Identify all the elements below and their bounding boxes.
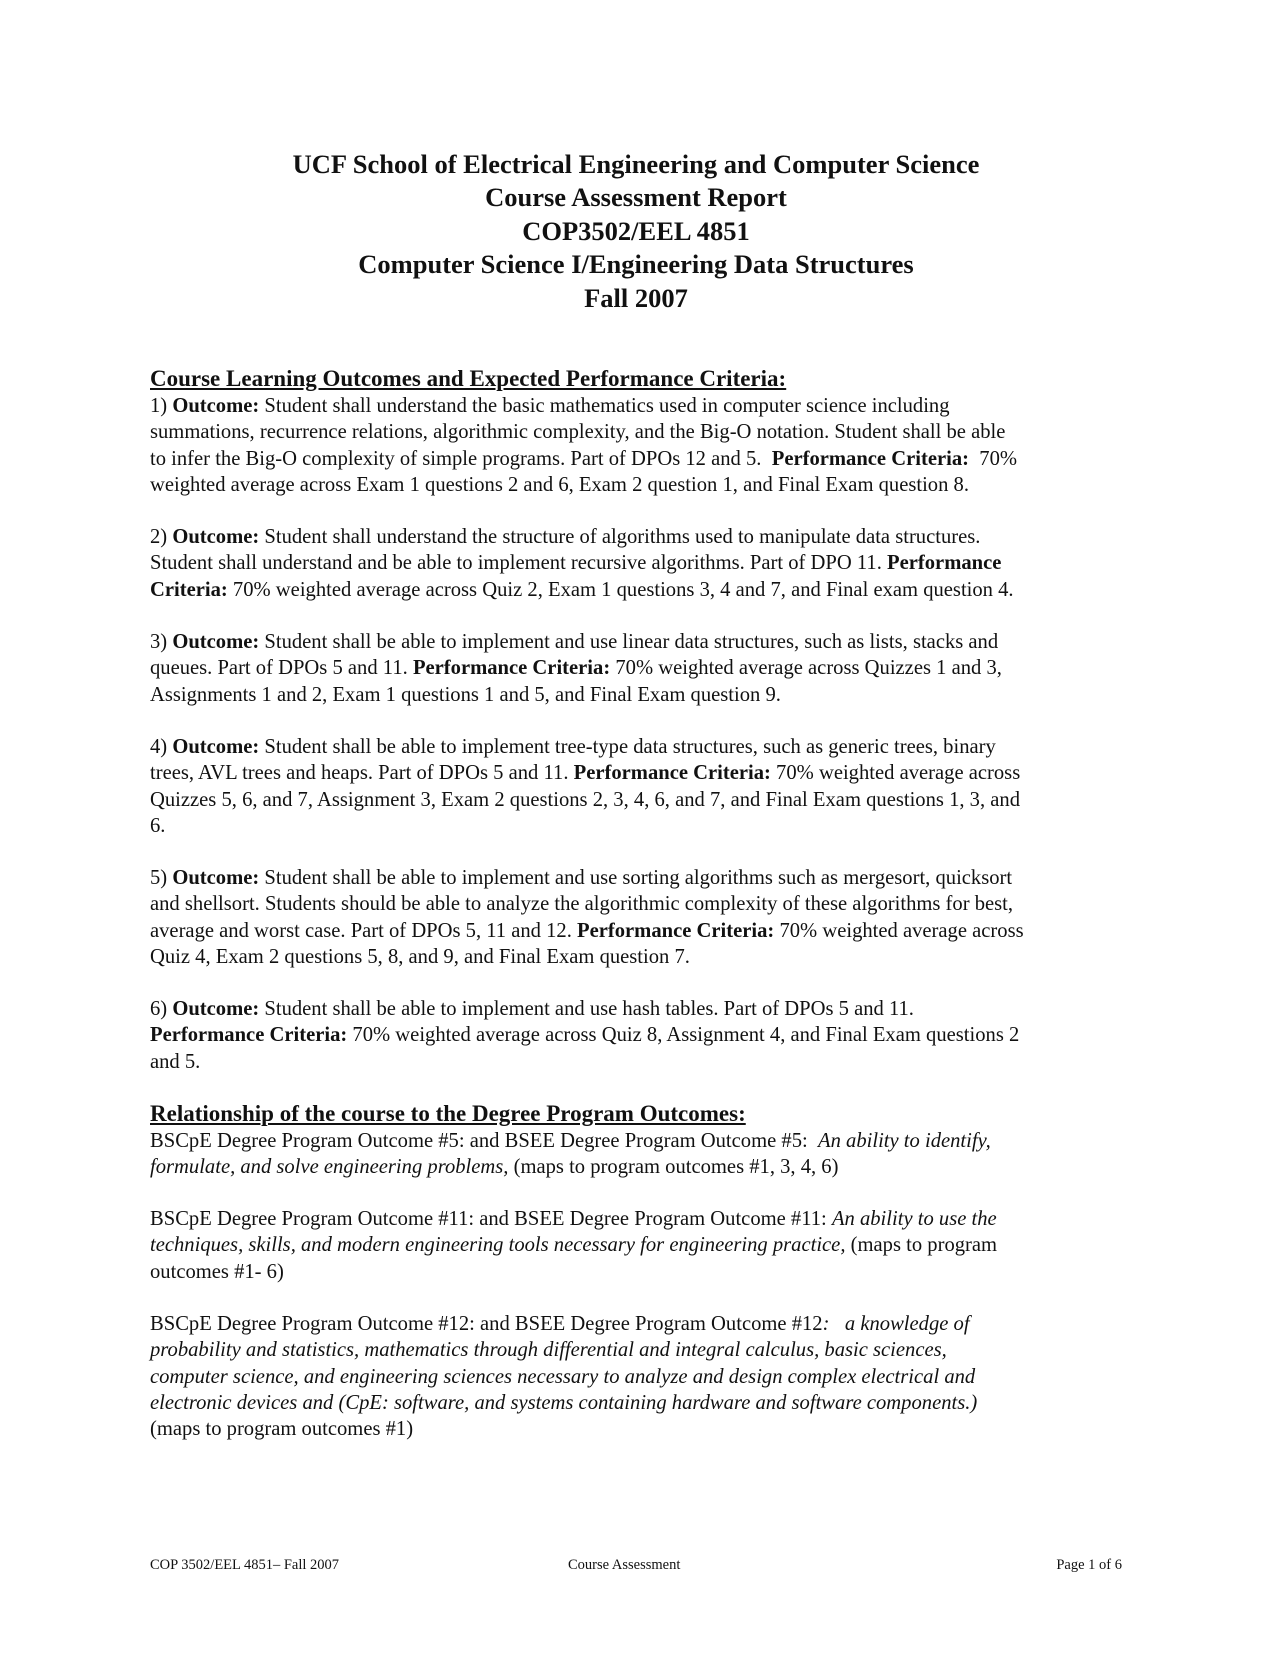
relationship-mapping: outcomes #1- 6) (150, 1260, 284, 1283)
relationship-section (150, 1101, 1122, 1127)
footer-title: Course Assessment (568, 1557, 681, 1573)
outcome-text: to infer the Big-O complexity of simple programs. Part of DPOs 12 and 5. (150, 447, 762, 470)
criteria-label: Performance Criteria: (150, 1024, 348, 1047)
relationship-outcome-italic: formulate, and solve engineering problems, (150, 1156, 509, 1179)
criteria-text: 70% weighted average across Quiz 8, Assignment 4, and Final Exam questions 2 (352, 1024, 1020, 1047)
relationship-outcome-italic: electronic devices and (CpE: software, and systems containing hardware and software components.) (150, 1391, 978, 1414)
relationship-mapping: (maps to program outcomes #1, 3, 4, 6) (513, 1156, 839, 1179)
outcome-6 (150, 996, 1122, 1075)
title-line-school: UCF School of Electrical Engineering and Computer Science (292, 149, 980, 179)
outcome-text: average and worst case. Part of DPOs 5, 11 and 12. (150, 919, 572, 942)
outcome-number: 1) (150, 395, 168, 417)
criteria-label: Performance Criteria: (412, 657, 611, 680)
outcome-text: queues. Part of DPOs 5 and 11. (150, 657, 408, 680)
criteria-text: 6. (150, 814, 166, 837)
relationship-text: BSCpE Degree Program Outcome #11: and BSEE Degree Program Outcome #11: (150, 1208, 827, 1230)
outcome-text: Student shall understand the structure of algorithms used to manipulate data structures. (264, 526, 981, 548)
outcome-label: Outcome: (172, 867, 260, 889)
relationship-heading: Relationship of the course to the Degree Program Outcomes: (150, 1101, 746, 1126)
criteria-text: weighted average across Exam 1 questions 2 and 6, Exam 2 question 1, and Final Exam question 8. (150, 473, 969, 496)
criteria-label: Performance (887, 552, 1002, 575)
criteria-label: Performance Criteria: (577, 919, 775, 942)
relationship-outcome-italic: : a knowledge of (822, 1313, 970, 1335)
outcome-2 (150, 524, 1122, 603)
outcome-text: Student shall understand the basic mathematics used in computer science including (264, 395, 950, 417)
criteria-text: Quizzes 5, 6, and 7, Assignment 3, Exam 2 questions 2, 3, 4, 6, and 7, and Final Exam questions 1, 3, and (150, 788, 1020, 811)
outcome-text: Student shall be able to implement and use sorting algorithms such as mergesort, quicksort (264, 867, 1013, 889)
relationship-text: BSCpE Degree Program Outcome #12: and BSEE Degree Program Outcome #12 (150, 1313, 823, 1335)
criteria-text: 70% weighted average across (776, 762, 1021, 785)
criteria-label: Performance Criteria: (573, 762, 771, 785)
relationship-outcome-italic: techniques, skills, and modern engineering tools necessary for engineering practice, (150, 1234, 846, 1257)
document-title (150, 148, 1122, 315)
footer-page-number: Page 1 of 6 (1056, 1557, 1122, 1573)
outcome-text: Student shall be able to implement tree-type data structures, such as generic trees, binary (264, 736, 996, 758)
criteria-text: Assignments 1 and 2, Exam 1 questions 1 and 5, and Final Exam question 9. (150, 683, 781, 706)
criteria-text: 70% weighted average across (779, 919, 1024, 942)
relationship-outcome-italic: An ability to identify, (818, 1130, 991, 1152)
outcome-number: 4) (150, 736, 168, 758)
relationship-outcome-italic: computer science, and engineering sciences necessary to analyze and design complex electrical and (150, 1365, 976, 1388)
outcome-number: 6) (150, 998, 168, 1020)
outcome-4 (150, 734, 1122, 839)
title-line-report: Course Assessment Report (485, 182, 787, 213)
criteria-text: Quiz 4, Exam 2 questions 5, 8, and 9, and Final Exam question 7. (150, 945, 690, 968)
outcome-text: trees, AVL trees and heaps. Part of DPOs 5 and 11. (150, 762, 569, 785)
outcome-number: 5) (150, 867, 168, 889)
outcome-number: 3) (150, 631, 168, 653)
criteria-label: Criteria: (150, 578, 228, 601)
page-footer (150, 1556, 1122, 1574)
outcome-text: and shellsort. Students should be able to analyze the algorithmic complexity of these algorithms for best, (150, 893, 1014, 916)
outcome-label: Outcome: (172, 736, 260, 758)
criteria-text: 70% (979, 447, 1018, 470)
relationship-12 (150, 1311, 1122, 1442)
outcomes-heading: Course Learning Outcomes and Expected Performance Criteria: (150, 366, 787, 391)
outcome-label: Outcome: (172, 998, 260, 1020)
criteria-label: Performance Criteria: (771, 447, 969, 470)
outcome-number: 2) (150, 526, 168, 548)
outcome-label: Outcome: (172, 395, 260, 417)
relationship-mapping: (maps to program (850, 1234, 998, 1257)
outcome-text: Student shall be able to implement and use hash tables. Part of DPOs 5 and 11. (264, 998, 914, 1020)
title-line-course-name: Computer Science I/Engineering Data Structures (358, 249, 914, 280)
title-line-course-code: COP3502/EEL 4851 (522, 215, 750, 246)
outcome-label: Outcome: (172, 631, 260, 653)
outcome-text: summations, recurrence relations, algorithmic complexity, and the Big-O notation. Student shall be able (150, 421, 1006, 444)
outcome-5 (150, 865, 1122, 970)
criteria-text: 70% weighted average across Quizzes 1 and 3, (615, 657, 1002, 680)
title-line-term: Fall 2007 (584, 282, 688, 313)
outcome-text: Student shall be able to implement and use linear data structures, such as lists, stacks and (264, 631, 999, 653)
relationship-11 (150, 1206, 1122, 1285)
relationship-5 (150, 1128, 1122, 1181)
relationship-mapping: (maps to program outcomes #1) (150, 1418, 414, 1441)
outcome-1 (150, 393, 1122, 498)
relationship-text: BSCpE Degree Program Outcome #5: and BSEE Degree Program Outcome #5: (150, 1130, 808, 1152)
footer-course: COP 3502/EEL 4851– Fall 2007 (150, 1557, 340, 1573)
outcome-3 (150, 629, 1122, 708)
outcome-text: Student shall understand and be able to implement recursive algorithms. Part of DPO 11. (150, 552, 882, 575)
relationship-outcome-italic: An ability to use the (831, 1208, 997, 1230)
outcomes-section (150, 366, 1122, 392)
criteria-text: and 5. (150, 1050, 201, 1073)
relationship-outcome-italic: probability and statistics, mathematics through differential and integral calculus, basic sciences, (150, 1339, 947, 1362)
criteria-text: 70% weighted average across Quiz 2, Exam 1 questions 3, 4 and 7, and Final exam question 4. (232, 578, 1014, 601)
outcome-label: Outcome: (172, 526, 260, 548)
